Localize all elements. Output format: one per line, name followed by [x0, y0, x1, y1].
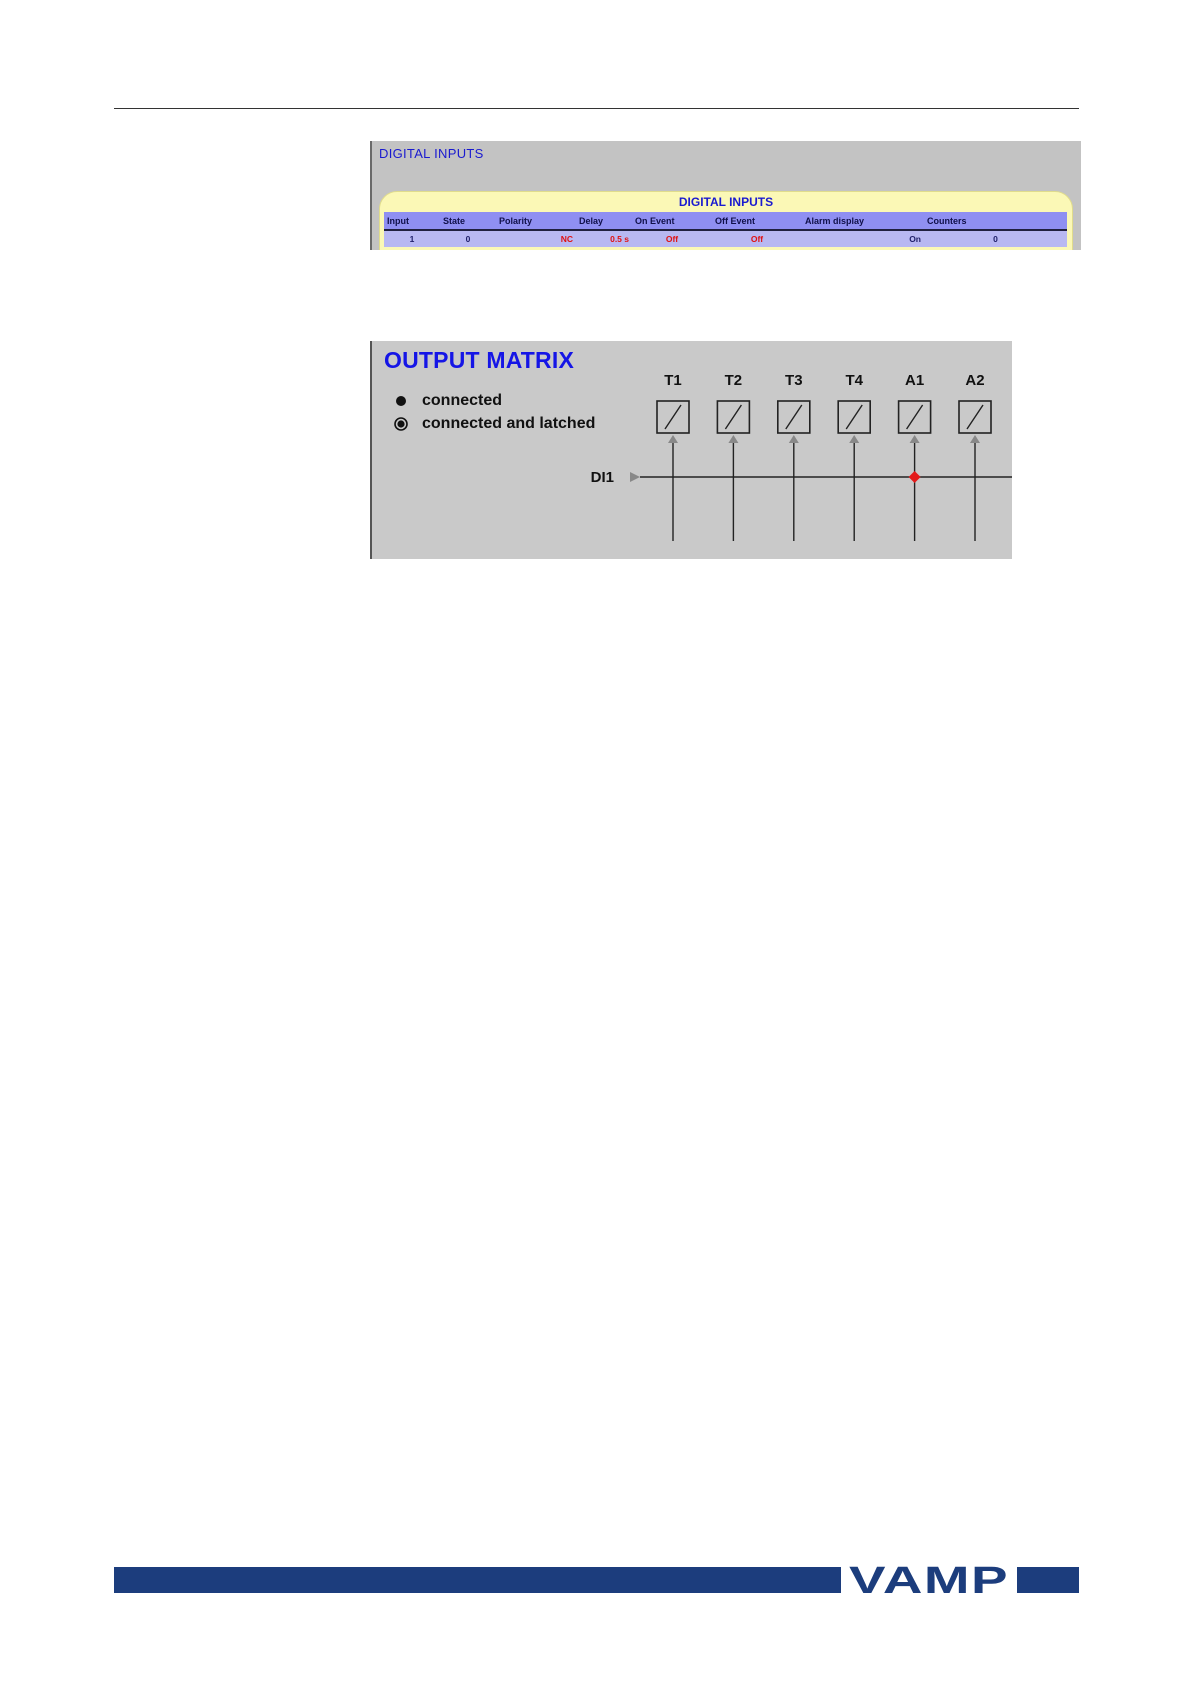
header-rule: [114, 108, 1079, 109]
cell-delay[interactable]: 0.5 s: [576, 230, 632, 247]
legend-connected-latched-label: connected and latched: [422, 415, 596, 432]
output-matrix-screenshot: [370, 341, 1012, 559]
output-arrow-icon-t4: [849, 435, 859, 443]
cell-input: 1: [384, 230, 440, 247]
digital-inputs-heading: DIGITAL INPUTS: [379, 146, 484, 161]
column-header-alarm-display: Alarm display: [802, 212, 924, 230]
digital-inputs-panel-title: DIGITAL INPUTS: [678, 195, 774, 209]
input-row-label: DI1: [590, 469, 614, 486]
output-label-t2: T2: [724, 372, 743, 389]
column-header-delay: Delay: [576, 212, 632, 230]
output-arrow-icon-a2: [970, 435, 980, 443]
table-header-row: [384, 212, 1067, 230]
output-arrow-icon-t3: [789, 435, 799, 443]
output-label-t1: T1: [664, 372, 682, 389]
relay-contact-a1: [907, 405, 923, 429]
output-matrix-diagram: [372, 341, 1012, 559]
footer-bar-left: [114, 1567, 841, 1593]
output-label-t4: T4: [845, 372, 863, 389]
footer-bar-right: [1017, 1567, 1079, 1593]
cell-alarm-display[interactable]: On: [802, 230, 924, 247]
input-arrow-icon: [630, 472, 640, 482]
column-header-input: Input: [384, 212, 440, 230]
svg-text:VAMP: VAMP: [849, 1562, 1009, 1598]
column-header-state: State: [440, 212, 496, 230]
vamp-logo: [845, 1562, 1013, 1598]
cell-counters[interactable]: 0: [924, 230, 1067, 247]
output-arrow-icon-t2: [728, 435, 738, 443]
digital-inputs-screenshot: [370, 141, 1081, 250]
cell-polarity[interactable]: NC: [496, 230, 576, 247]
cell-on-event[interactable]: Off: [632, 230, 712, 247]
relay-contact-t3: [786, 405, 802, 429]
cell-off-event[interactable]: Off: [712, 230, 802, 247]
digital-inputs-panel: [379, 191, 1073, 250]
cell-state[interactable]: 0: [440, 230, 496, 247]
relay-contact-t2: [725, 405, 741, 429]
legend-connected-label: connected: [422, 392, 503, 409]
relay-contact-a2: [967, 405, 983, 429]
digital-inputs-table: [384, 212, 1067, 247]
output-arrow-icon-t1: [668, 435, 678, 443]
relay-contact-t1: [665, 405, 681, 429]
column-header-on-event: On Event: [632, 212, 712, 230]
column-header-polarity: Polarity: [496, 212, 576, 230]
output-arrow-icon-a1: [910, 435, 920, 443]
output-label-a2: A2: [965, 372, 985, 389]
output-label-a1: A1: [905, 372, 925, 389]
relay-contact-t4: [846, 405, 862, 429]
connection-marker-a1: [909, 471, 921, 483]
output-label-t3: T3: [785, 372, 803, 389]
column-header-counters: Counters: [924, 212, 1067, 230]
table-row[interactable]: [384, 230, 1067, 247]
output-matrix-title: OUTPUT MATRIX: [384, 347, 574, 373]
column-header-off-event: Off Event: [712, 212, 802, 230]
